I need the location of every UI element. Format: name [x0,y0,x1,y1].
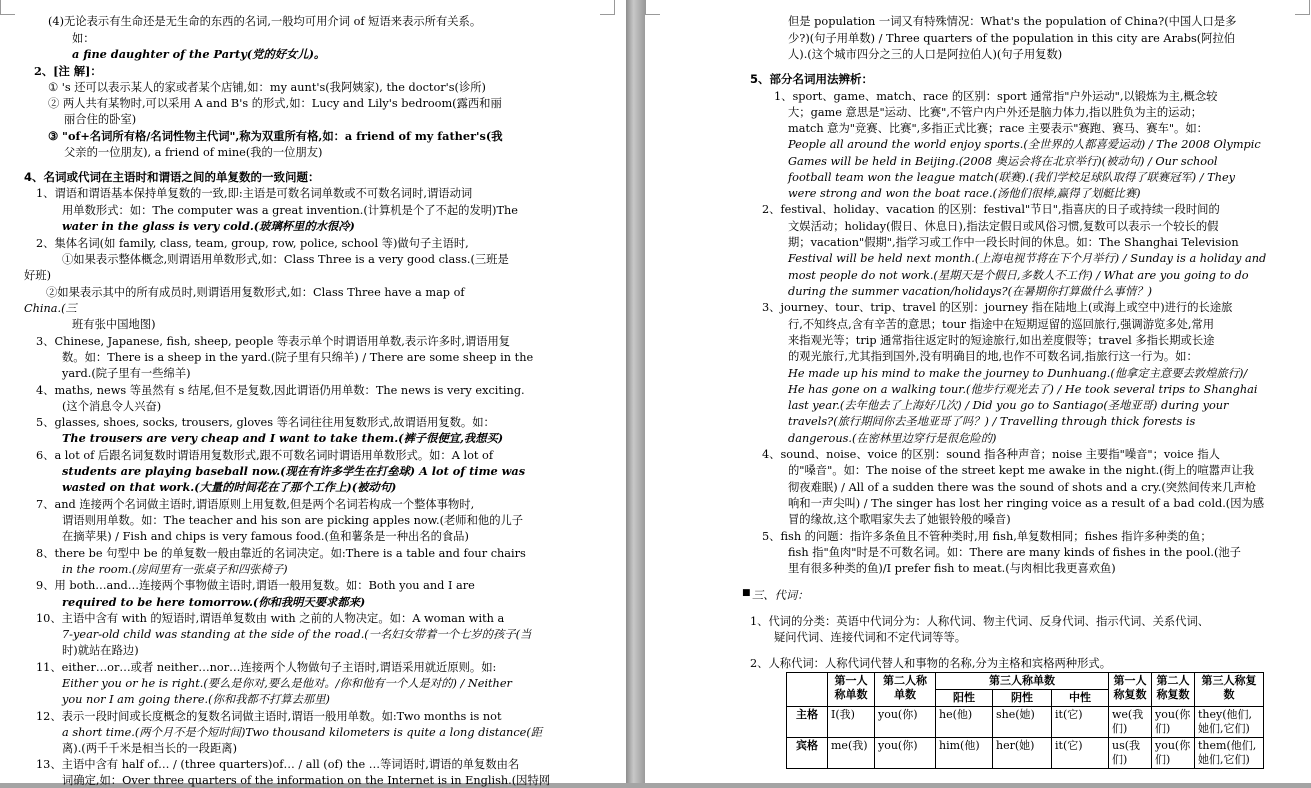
text-line: 5、fish 的问题：指许多条鱼且不管种类时,用 fish,单复数相同；fishes 指许多种类的鱼； [762,530,1212,543]
text-line: most people do not work.(星期天是个假日,多数人不工作) / What are you going to do [788,269,1249,282]
section-heading: 5、部分名词用法辨析： [750,72,874,86]
text-line: 大；game 意思是"运动、比赛",不管户内户外还是脑力体力,指以胜负为主的运动； [788,106,1203,119]
table-cell: her(她) [993,738,1052,769]
table-cell: you(你) [875,707,936,738]
text-line: He made up his mind to make the journey to Dunhuang.(他拿定主意要去敦煌旅行)/ [788,367,1248,380]
text-line: 如： [72,32,95,45]
table-header-cell: 阴性 [993,690,1052,707]
text-line: ② 两人共有某物时,可以采用 A and B's 的形式,如：Lucy and Lily's bedroom(露西和丽 [48,97,502,110]
crop-mark [600,0,615,15]
table-header-cell: 阳性 [936,690,993,707]
text-line: 时)就站在路边) [62,644,139,657]
text-line: 离).(两千千米是相当长的一段距离) [62,742,237,755]
text-line: a short time.(两个月不是个短时间)Two thousand kilometers is quite a long distance(距 [62,726,543,739]
section-heading: 4、名词或代词在主语时和谓语之间的单复数的一致问题： [24,170,320,184]
text-line: ②如果表示其中的所有成员时,则谓语用复数形式,如：Class Three have a map of [46,286,465,299]
text-line: 的观光旅行,尤其指到国外,没有明确目的地,也作不可数名词,指旅行这一行为。如： [788,350,1198,363]
row-label: 主格 [787,707,828,738]
text-line: (这个消息令人兴奋) [62,400,162,413]
text-line: students are playing baseball now.(现在有许多学生在打垒球) A lot of time was [62,464,526,478]
text-line: 1、代词的分类：英语中代词分为：人称代词、物主代词、反身代词、指示代词、关系代词、 [750,615,1210,628]
text-line: 3、Chinese, Japanese, fish, sheep, people 等表示单个时谓语用单数,表示许多时,谓语用复 [36,335,511,348]
text-line: 5、glasses, shoes, socks, trousers, gloves 等名词往往用复数形式,故谓语用复数。如： [36,416,495,429]
text-line: 人).(这个城市四分之三的人口是阿拉伯人)(句子用复数) [788,48,1063,61]
text-line: 谓语则用单数。如：The teacher and his son are picking apples now.(老师和他的儿子 [62,514,524,527]
text-line: 冒的缘故,这个歌唱家失去了她银铃般的嗓音) [788,513,1011,526]
text-line: 来指观光等；trip 通常指往返定时的短途旅行,如出差度假等；travel 多指长期或长途 [788,334,1215,347]
table-header-cell [787,673,828,707]
text-line: 12、表示一段时间或长度概念的复数名词做主语时,谓语一般用单数。如:Two months is not [36,710,502,723]
text-line: 4、maths, news 等虽然有 s 结尾,但不是复数,因此谓语仍用单数：The news is very exciting. [36,384,525,397]
text-line: 在摘苹果) / Fish and chips is very famous food.(鱼和薯条是一种出名的食品) [62,530,469,543]
text-line: during the summer vacation/holidays?(在暑期你打算做什么事情？) [788,285,1152,298]
text-line: Festival will be held next month.(上海电视节将在下个月举行) / Sunday is a holiday and [788,252,1267,265]
table-row [787,707,1264,738]
section-heading: 三、代词： [752,589,809,602]
text-line: match 意为"竞赛、比赛",多指正式比赛；race 主要表示"赛跑、赛马、赛车"。如： [788,122,1208,135]
text-line: 7-year-old child was standing at the side of the road.(一名妇女带着一个七岁的孩子(当 [62,628,532,641]
table-row [787,738,1264,769]
table-cell: you(你们) [1152,738,1195,769]
text-line: 10、主语中含有 with 的短语时,谓语单复数由 with 之前的人物决定。如：A woman with a [36,612,505,625]
text-line: 疑问代词、连接代词和不定代词等等。 [774,631,967,644]
page-gap [626,0,645,783]
table-cell: me(我) [828,738,875,769]
crop-mark [0,0,15,15]
text-line: 8、there be 句型中 be 的单复数一般由靠近的名词决定。如:There is a table and four chairs [36,547,526,560]
text-line: were strong and won the boat race.(汤他们很棒,赢得了划艇比赛) [788,187,1141,200]
text-line: He has gone on a walking tour.(他步行观光去了) / He took several trips to Shanghai [788,383,1258,396]
table-cell: them(他们,她们,它们) [1195,738,1264,769]
text-line: wasted on that work.(大量的时间花在了那个工作上)(被动句) [62,480,397,494]
table-header-cell: 第二人称复数 [1152,673,1195,707]
text-line: (4)无论表示有生命还是无生命的东西的名词,一般均可用介词 of 短语来表示所有关系。 [48,15,482,28]
text-line: football team won the league match(联赛).(我们学校足球队取得了联赛冠军) / They [788,171,1236,184]
text-line: 4、sound、noise、voice 的区别：sound 指各种声音；noise 主要指"噪音"；voice 指人 [762,448,1220,461]
text-line: 2、[注 解]： [34,64,102,78]
table-header-cell: 中性 [1052,690,1109,707]
crop-mark [1295,0,1310,15]
text-line: 丽合住的卧室) [64,113,137,126]
table-cell: I(我) [828,707,875,738]
text-line: 里有很多种类的鱼)/I prefer fish to meat.(与肉相比我更喜欢鱼) [788,562,1116,575]
text-line: 3、journey、tour、trip、travel 的区别：journey 指在陆地上(或海上或空中)进行的长途旅 [762,301,1233,314]
text-line: China.(三 [24,302,77,315]
table-header-cell: 第三人称单数 [936,673,1109,690]
text-line: 词确定,如：Over three quarters of the information on the Internet is in English.(因特网 [62,774,551,787]
text-line: Games will be held in Beijing.(2008 奥运会将在北京举行)(被动句) / Our school [788,155,1218,168]
table-header-cell: 第一人称复数 [1109,673,1152,707]
text-line: 2、festival、holiday、vacation 的区别：festival"节日",指喜庆的日子或持续一段时间的 [762,203,1220,216]
text-line: 1、sport、game、match、race 的区别：sport 通常指"户外运动",以锻炼为主,概念较 [774,90,1218,103]
text-line: 11、either…or…或者 neither…nor…连接两个人物做句子主语时,谓语采用就近原则。如: [36,661,497,674]
text-line: 少?)(句子用单数) / Three quarters of the population in this city are Arabs(阿拉伯 [788,32,1236,45]
table-cell: we(我们) [1109,707,1152,738]
bullet-marker: ■ [742,588,751,598]
crop-mark [645,0,660,15]
table-cell: him(他) [936,738,993,769]
text-line: ③ "of+名词所有格/名词性物主代词",称为双重所有格,如：a friend of my father's(我 [48,129,503,143]
text-line: 1、谓语和谓语基本保持单复数的一致,即:主语是可数名词单数或不可数名词时,谓语动词 [36,187,473,200]
text-line: required to be here tomorrow.(你和我明天要求都来) [62,595,366,609]
text-line: 数。如：There is a sheep in the yard.(院子里有只绵羊) / There are some sheep in the [62,351,534,364]
text-line: fish 指"鱼肉"时是不可数名词。如：There are many kinds of fishes in the pool.(池子 [788,546,1241,559]
text-line: 期；vacation"假期",指学习或工作中一段长时间的休息。如：The Shanghai Television [788,236,1239,249]
text-line: in the room.(房间里有一张桌子和四张椅子) [62,563,288,576]
text-line: Either you or he is right.(要么是你对,要么是他对。/你和他有一个人是对的) / Neither [62,677,512,690]
text-line: 文娱活动；holiday(假日、休息日),指法定假日或风俗习惯,复数可以表示一个较长的假 [788,220,1219,233]
table-header-cell: 第一人称单数 [828,673,875,707]
text-line: 班有张中国地图) [72,318,156,331]
text-line: 响和一声尖叫) / The singer has lost her ringing voice as a result of a bad cold.(因为感 [788,497,1265,510]
table-cell: she(她) [993,707,1052,738]
text-line: ① 's 还可以表示某人的家或者某个店铺,如：my aunt's(我阿姨家), the doctor's(诊所) [48,81,486,94]
text-line: 父亲的一位朋友), a friend of mine(我的一位朋友) [64,146,323,159]
text-line: 2、人称代词：人称代词代替人和事物的名称,分为主格和宾格两种形式。 [750,657,1111,670]
text-line: 彻夜难眠) / All of a sudden there was the sound of shots and a cry.(突然间传来几声枪 [788,481,1257,494]
text-line: 6、a lot of 后跟名词复数时谓语用复数形式,跟不可数名词时谓语用单数形式。如：A lot of [36,449,494,462]
table-header-cell: 第三人称复数 [1195,673,1264,707]
text-line: 但是 population 一词又有特殊情况：What's the population of China?(中国人口是多 [788,15,1237,28]
table-header-cell: 第二人称单数 [875,673,936,707]
table-cell: he(他) [936,707,993,738]
table-cell: it(它) [1052,707,1109,738]
text-line: People all around the world enjoy sports.(全世界的人都喜爱运动) / The 2008 Olympic [788,138,1261,151]
text-line: dangerous.(在密林里边穿行是很危险的) [788,432,997,445]
text-line: 7、and 连接两个名词做主语时,谓语原则上用复数,但是两个名词若构成一个整体事物时, [36,498,475,511]
text-line: you nor I am going there.(你和我都不打算去那里) [62,693,330,706]
text-line: a fine daughter of the Party(党的好女儿)。 [72,47,326,61]
text-line: ①如果表示整体概念,则谓语用单数形式,如：Class Three is a very good class.(三班是 [62,253,509,266]
row-label: 宾格 [787,738,828,769]
text-line: 的"嗓音"。如：The noise of the street kept me awake in the night.(街上的喧嚣声让我 [788,464,1254,477]
text-line: 用单数形式：如：The computer was a great invention.(计算机是个了不起的发明)The [62,204,518,217]
text-line: 行,不知终点,含有辛苦的意思；tour 指途中在短期逗留的巡回旅行,强调游览多处,常用 [788,318,1215,331]
text-line: 13、主语中含有 half of… / (three quarters)of… / all (of) the …等词语时,谓语的单复数由名 [36,758,520,771]
text-line: The trousers are very cheap and I want to take them.(裤子很便宜,我想买) [62,431,504,445]
table-cell: you(你) [875,738,936,769]
table-cell: they(他们,她们,它们) [1195,707,1264,738]
text-line: water in the glass is very cold.(玻璃杯里的水很冷) [62,219,355,233]
table-cell: it(它) [1052,738,1109,769]
text-line: last year.(去年他去了上海好几次) / Did you go to Santiago(圣地亚哥) during your [788,399,1229,412]
text-line: 2、集体名词(如 family, class, team, group, row, police, school 等)做句子主语时, [36,237,469,250]
text-line: 好班) [24,269,52,282]
text-line: travels?(旅行期间你去圣地亚哥了吗？) / Travelling through thick forests is [788,415,1196,428]
table-cell: you(你们) [1152,707,1195,738]
text-line: yard.(院子里有一些绵羊) [62,367,191,380]
table-cell: us(我们) [1109,738,1152,769]
text-line: 9、用 both…and…连接两个事物做主语时,谓语一般用复数。如：Both you and I are [36,579,475,592]
pronoun-table [786,672,1264,769]
